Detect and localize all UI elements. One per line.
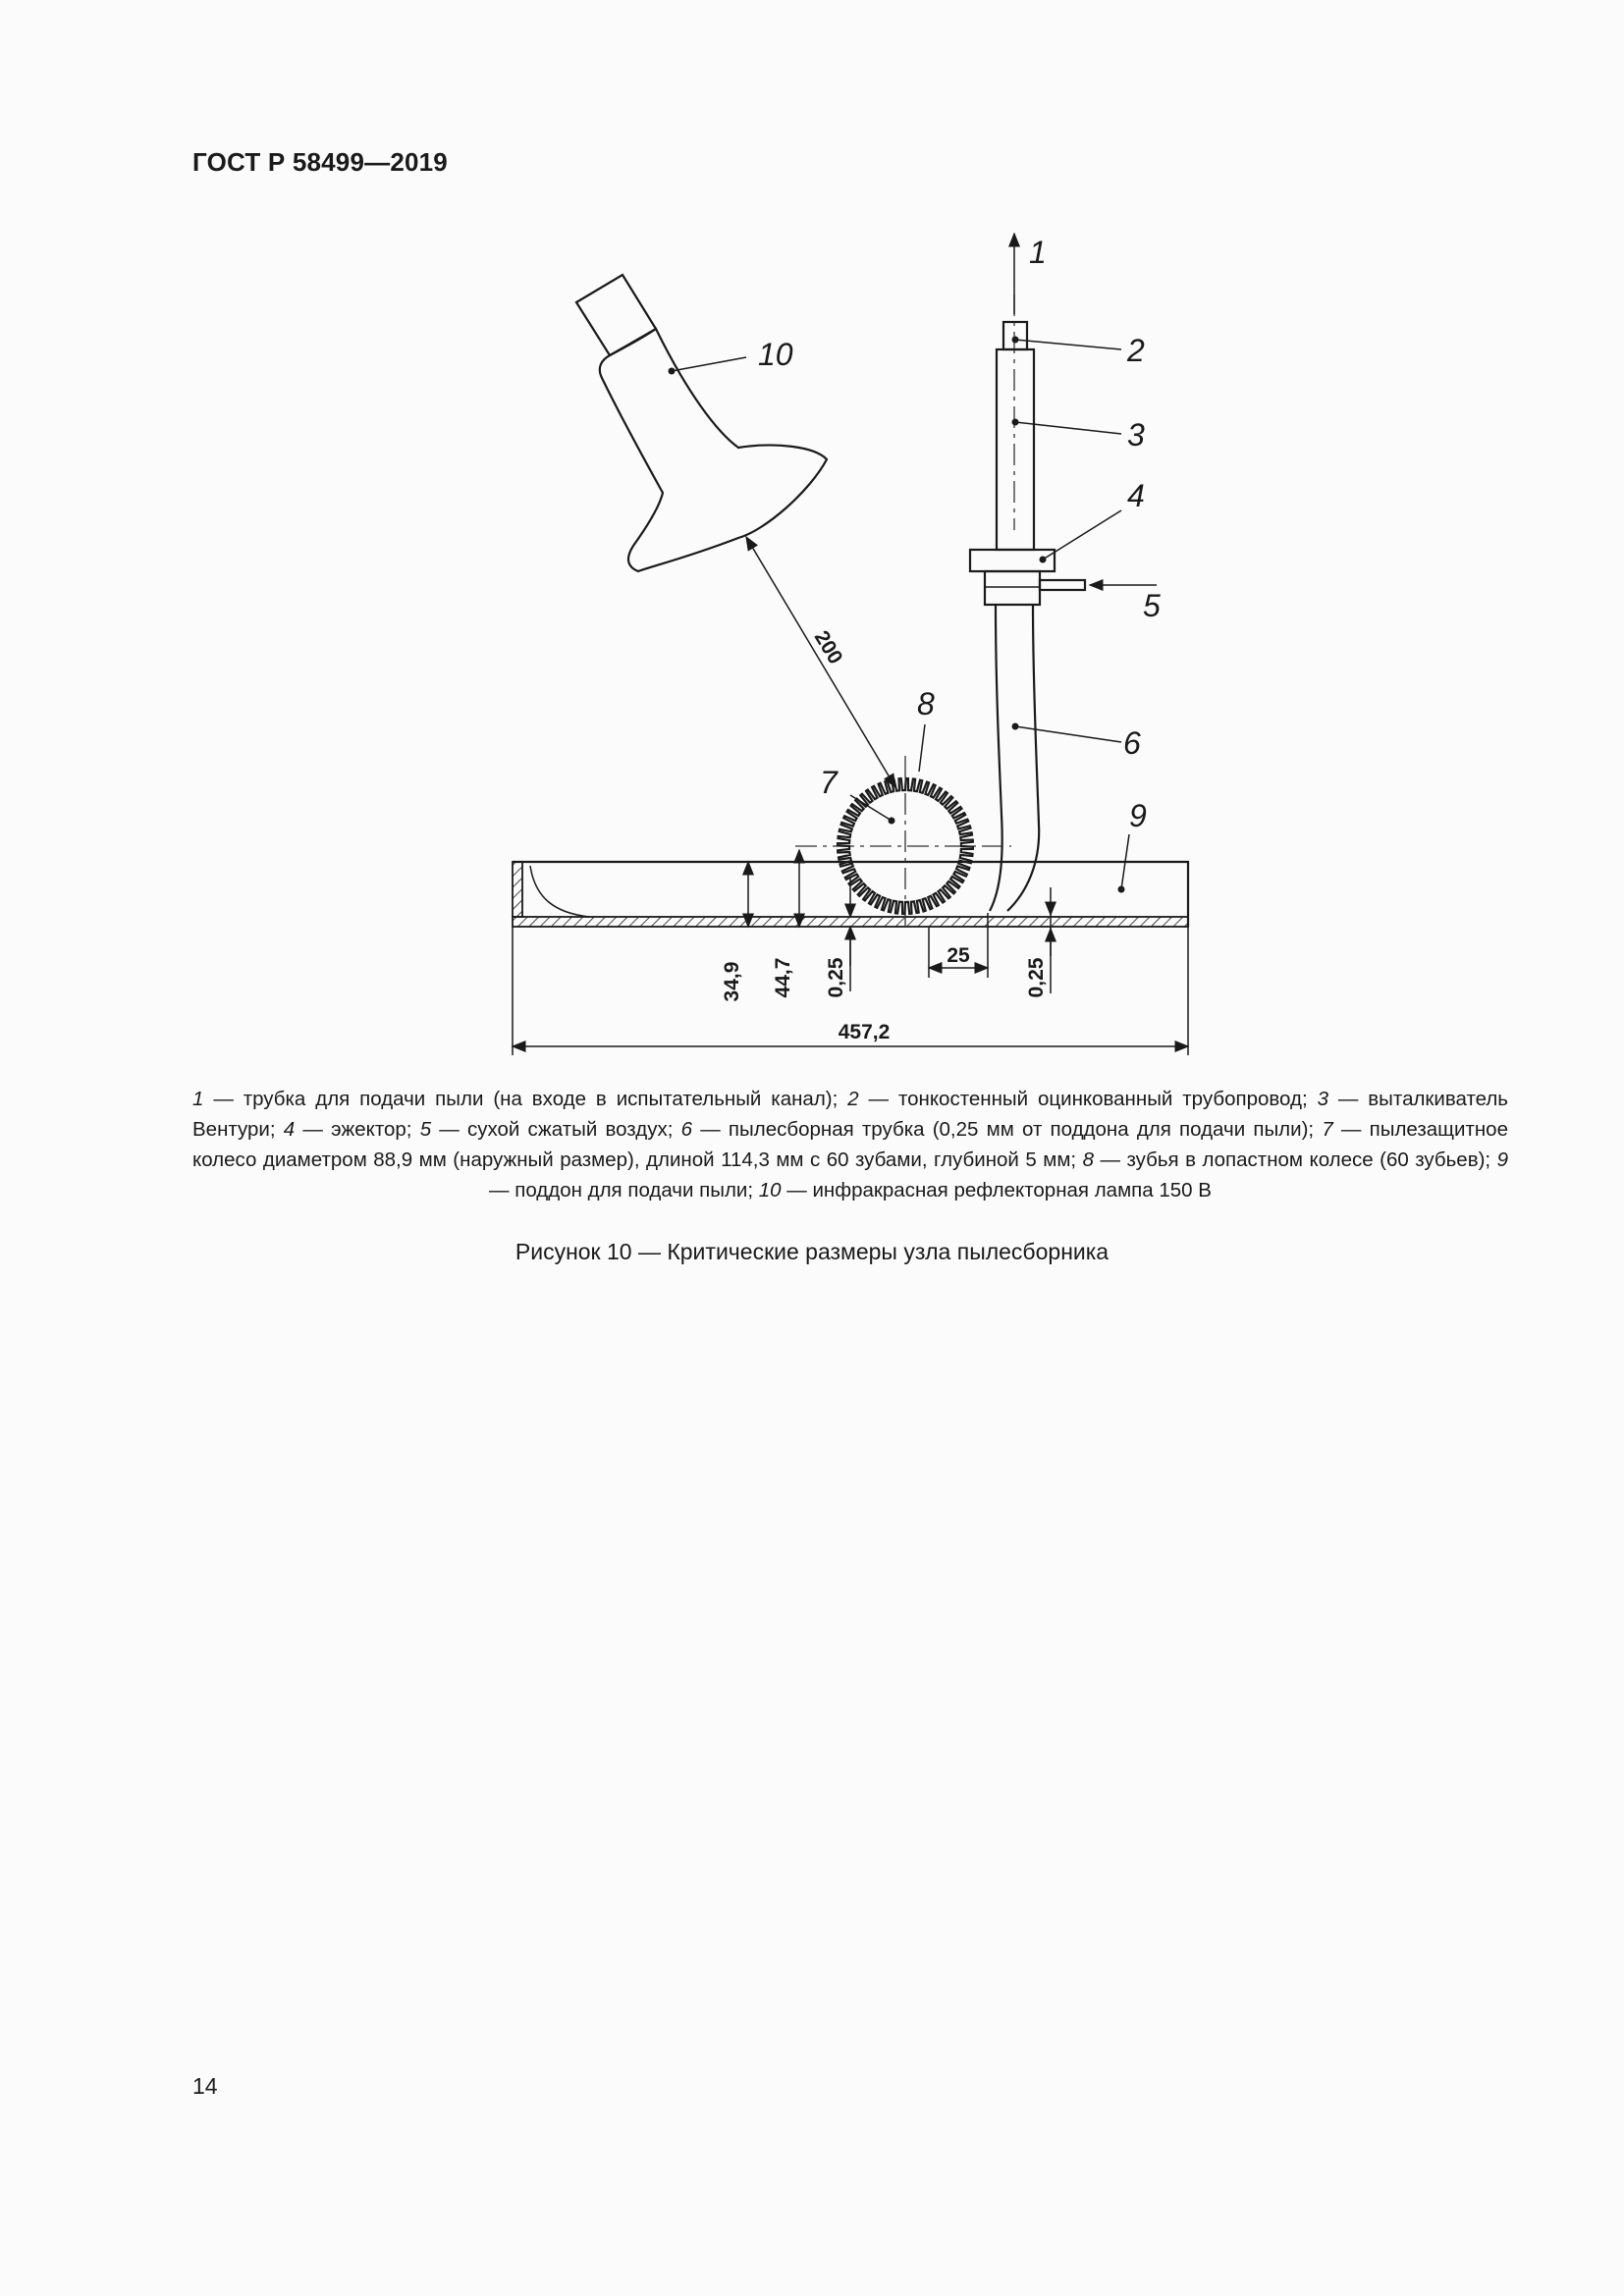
dim-200-label: 200 xyxy=(809,626,847,668)
page-number: 14 xyxy=(192,2073,218,2099)
dim-0-25-tube-label: 0,25 xyxy=(1025,957,1048,998)
legend-number: 1 xyxy=(192,1088,204,1110)
legend-text: — поддон для подачи пыли; xyxy=(489,1179,759,1201)
lamp-distance-dimension xyxy=(746,537,895,787)
figure-title: Рисунок 10 — Критические размеры узла пылесборника xyxy=(514,1239,1110,1264)
legend-number: 2 xyxy=(847,1088,859,1110)
dim-457-2-label: 457,2 xyxy=(838,1021,891,1043)
callout-2: 2 xyxy=(1127,333,1145,368)
dim-25-label: 25 xyxy=(947,944,970,967)
dim-34-9-label: 34,9 xyxy=(721,961,743,1002)
leader-lines xyxy=(669,337,1130,893)
dust-collector-diagram xyxy=(0,0,1624,1080)
legend-text: — пылесборная трубка (0,25 мм от поддона для подачи пыли); xyxy=(692,1118,1323,1141)
callout-4: 4 xyxy=(1127,478,1145,513)
legend-text: — сухой сжатый воздух; xyxy=(431,1118,681,1141)
callout-6: 6 xyxy=(1123,725,1141,761)
legend-number: 9 xyxy=(1496,1148,1509,1171)
legend-text: — пылезащитное колесо диаметром 88,9 мм (наружный размер), длиной 114,3 мм с 60 зубами, глубиной 5 мм; xyxy=(192,1118,1508,1171)
legend-number: 7 xyxy=(1322,1118,1333,1141)
callout-10: 10 xyxy=(758,337,793,372)
dim-44-7-label: 44,7 xyxy=(772,957,794,998)
callout-3: 3 xyxy=(1127,417,1145,453)
legend-text: — эжектор; xyxy=(295,1118,420,1141)
tube-offset-dimensions xyxy=(929,887,1051,997)
infrared-lamp xyxy=(576,275,827,571)
legend-number: 6 xyxy=(680,1118,693,1141)
legend-text: — зубья в лопастном колесе (60 зубьев); xyxy=(1094,1148,1497,1171)
dust-collection-tube xyxy=(990,605,1039,911)
legend-text: — тонкостенный оцинкованный трубопровод; xyxy=(858,1088,1318,1110)
callout-8: 8 xyxy=(917,686,935,721)
callout-5: 5 xyxy=(1143,588,1161,623)
callout-9: 9 xyxy=(1129,798,1147,833)
document-header: ГОСТ Р 58499—2019 xyxy=(192,147,448,177)
figure-legend xyxy=(192,1084,1508,1205)
legend-number: 10 xyxy=(758,1179,782,1201)
legend-text: — инфракрасная рефлекторная лампа 150 В xyxy=(781,1179,1212,1201)
callout-1: 1 xyxy=(1029,235,1047,270)
legend-number: 5 xyxy=(419,1118,432,1141)
legend-text: — трубка для подачи пыли (на входе в испытательный канал); xyxy=(203,1088,848,1110)
legend-number: 8 xyxy=(1082,1148,1094,1171)
legend-text: — выталкиватель Вентури; xyxy=(192,1088,1508,1141)
dim-0-25-wheel-label: 0,25 xyxy=(825,957,847,998)
legend-number: 4 xyxy=(283,1118,296,1141)
callout-7: 7 xyxy=(820,765,838,800)
tray-height-dimensions xyxy=(513,850,850,1055)
legend-number: 3 xyxy=(1317,1088,1328,1110)
